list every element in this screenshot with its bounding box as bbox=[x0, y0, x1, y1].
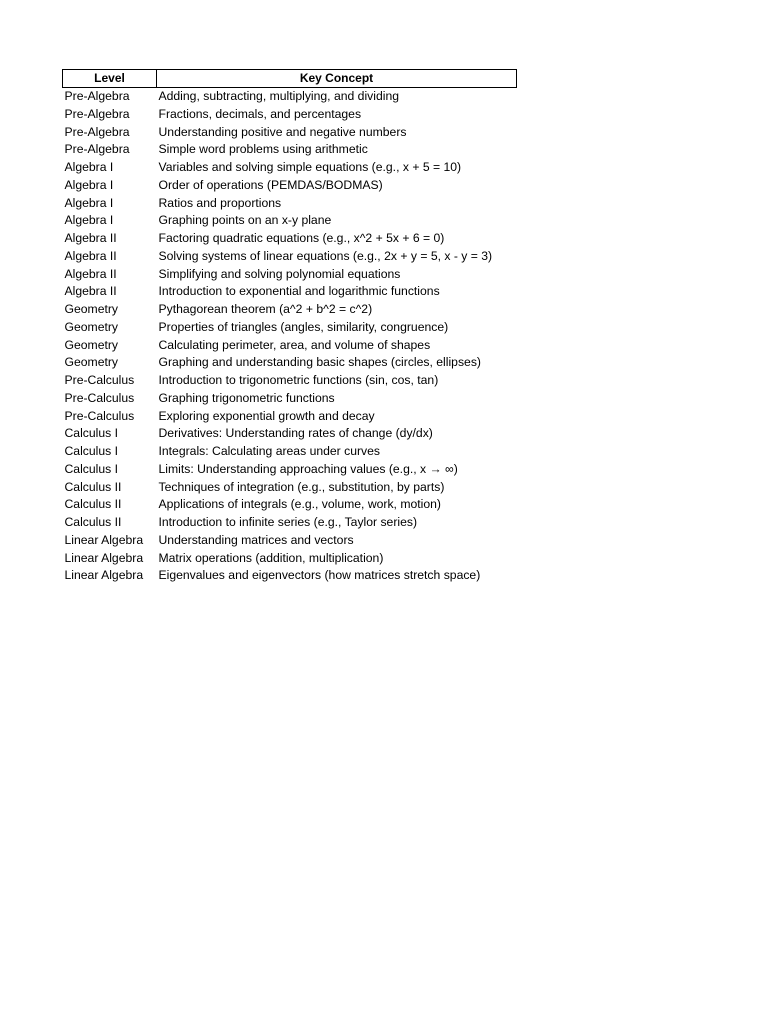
level-cell: Geometry bbox=[64, 302, 119, 316]
key-concept-cell: Understanding positive and negative numbers bbox=[158, 124, 407, 139]
level-cell: Calculus II bbox=[64, 479, 122, 494]
key-concept-cell: Simple word problems using arithmetic bbox=[158, 142, 368, 157]
level-cell: Linear Algebra bbox=[64, 550, 144, 565]
key-concept-cell: Variables and solving simple equations (e.g., x + 5 = 10) bbox=[158, 160, 462, 174]
table-row bbox=[63, 88, 517, 106]
key-concept-cell: Applications of integrals (e.g., volume, work, motion) bbox=[158, 497, 441, 512]
table-row bbox=[63, 159, 517, 177]
key-concept-cell: Introduction to infinite series (e.g., Taylor series) bbox=[158, 515, 418, 529]
key-concept-cell: Graphing trigonometric functions bbox=[158, 390, 335, 405]
key-concept-column-header: Key Concept bbox=[157, 70, 517, 88]
key-concept-cell: Exploring exponential growth and decay bbox=[158, 408, 375, 423]
table-row bbox=[63, 390, 517, 408]
table-row bbox=[63, 337, 517, 355]
table-row bbox=[63, 532, 517, 550]
table-row bbox=[63, 177, 517, 195]
key-concept-cell: Pythagorean theorem (a^2 + b^2 = c^2) bbox=[158, 302, 373, 316]
level-cell: Algebra II bbox=[64, 266, 117, 281]
key-concept-cell: Fractions, decimals, and percentages bbox=[158, 106, 362, 121]
table-row bbox=[63, 141, 517, 159]
key-concept-cell: Limits: Understanding approaching values (e.g., x → ∞) bbox=[158, 461, 458, 476]
key-concept-cell: Calculating perimeter, area, and volume of shapes bbox=[158, 337, 431, 352]
table-row bbox=[63, 319, 517, 337]
level-cell: Calculus I bbox=[64, 426, 119, 441]
table-row bbox=[63, 496, 517, 514]
key-concept-cell: Factoring quadratic equations (e.g., x^2 + 5x + 6 = 0) bbox=[158, 231, 445, 245]
key-concept-cell: Ratios and proportions bbox=[158, 195, 282, 210]
key-concept-cell: Matrix operations (addition, multiplication) bbox=[158, 550, 384, 565]
level-column-header: Level bbox=[63, 70, 157, 88]
key-concept-cell: Order of operations (PEMDAS/BODMAS) bbox=[158, 177, 383, 192]
key-concept-cell: Understanding matrices and vectors bbox=[158, 532, 354, 547]
table-row bbox=[63, 283, 517, 301]
level-cell: Pre-Algebra bbox=[64, 142, 130, 157]
level-cell: Pre-Calculus bbox=[64, 390, 135, 405]
level-cell: Geometry bbox=[64, 319, 119, 334]
level-cell: Linear Algebra bbox=[64, 568, 144, 583]
table-row bbox=[63, 550, 517, 568]
table-row bbox=[63, 461, 517, 479]
level-cell: Pre-Calculus bbox=[64, 408, 135, 423]
level-cell: Calculus I bbox=[64, 444, 119, 458]
level-cell: Geometry bbox=[64, 337, 119, 352]
key-concept-cell: Introduction to exponential and logarithmic functions bbox=[158, 284, 440, 299]
table-row bbox=[63, 443, 517, 461]
level-cell: Pre-Algebra bbox=[64, 124, 130, 139]
table-row bbox=[63, 124, 517, 142]
table-row bbox=[63, 106, 517, 124]
level-cell: Algebra II bbox=[64, 248, 117, 263]
key-concept-cell: Derivatives: Understanding rates of change (dy/dx) bbox=[158, 426, 433, 441]
level-cell: Calculus I bbox=[64, 461, 119, 476]
table-row bbox=[63, 266, 517, 284]
key-concept-cell: Properties of triangles (angles, similarity, congruence) bbox=[158, 319, 449, 334]
key-concept-cell: Graphing points on an x-y plane bbox=[158, 213, 332, 228]
table-row bbox=[63, 212, 517, 230]
spreadsheet-sheet bbox=[62, 69, 517, 585]
level-cell: Calculus II bbox=[64, 497, 122, 512]
level-cell: Pre-Algebra bbox=[64, 89, 130, 103]
header-row bbox=[63, 70, 517, 88]
level-cell: Algebra II bbox=[64, 231, 117, 245]
table-row bbox=[63, 479, 517, 497]
key-concept-cell: Eigenvalues and eigenvectors (how matrices stretch space) bbox=[158, 568, 481, 583]
table-body bbox=[63, 88, 517, 586]
level-cell: Algebra I bbox=[64, 213, 114, 228]
table-row bbox=[63, 372, 517, 390]
key-concept-cell: Graphing and understanding basic shapes (circles, ellipses) bbox=[158, 355, 481, 370]
key-concept-cell: Introduction to trigonometric functions (sin, cos, tan) bbox=[158, 373, 439, 387]
key-concept-cell: Solving systems of linear equations (e.g., 2x + y = 5, x - y = 3) bbox=[158, 248, 493, 263]
table-row bbox=[63, 195, 517, 213]
key-concept-cell: Techniques of integration (e.g., substitution, by parts) bbox=[158, 479, 445, 494]
table-row bbox=[63, 567, 517, 585]
level-cell: Pre-Algebra bbox=[64, 106, 130, 121]
table-row bbox=[63, 354, 517, 372]
table-header bbox=[63, 70, 517, 88]
level-cell: Algebra I bbox=[64, 195, 114, 210]
key-concept-cell: Integrals: Calculating areas under curves bbox=[158, 444, 381, 458]
table-row bbox=[63, 425, 517, 443]
level-cell: Linear Algebra bbox=[64, 532, 144, 547]
table-row bbox=[63, 408, 517, 426]
level-cell: Algebra I bbox=[64, 160, 114, 174]
level-cell: Calculus II bbox=[64, 515, 122, 529]
level-cell: Pre-Calculus bbox=[64, 373, 135, 387]
level-cell: Algebra I bbox=[64, 177, 114, 192]
table-row bbox=[63, 301, 517, 319]
table-row bbox=[63, 230, 517, 248]
concepts-table bbox=[62, 69, 517, 585]
table-row bbox=[63, 514, 517, 532]
level-cell: Algebra II bbox=[64, 284, 117, 299]
level-cell: Geometry bbox=[64, 355, 119, 370]
key-concept-cell: Simplifying and solving polynomial equations bbox=[158, 266, 401, 281]
table-row bbox=[63, 248, 517, 266]
key-concept-cell: Adding, subtracting, multiplying, and dividing bbox=[158, 89, 400, 103]
